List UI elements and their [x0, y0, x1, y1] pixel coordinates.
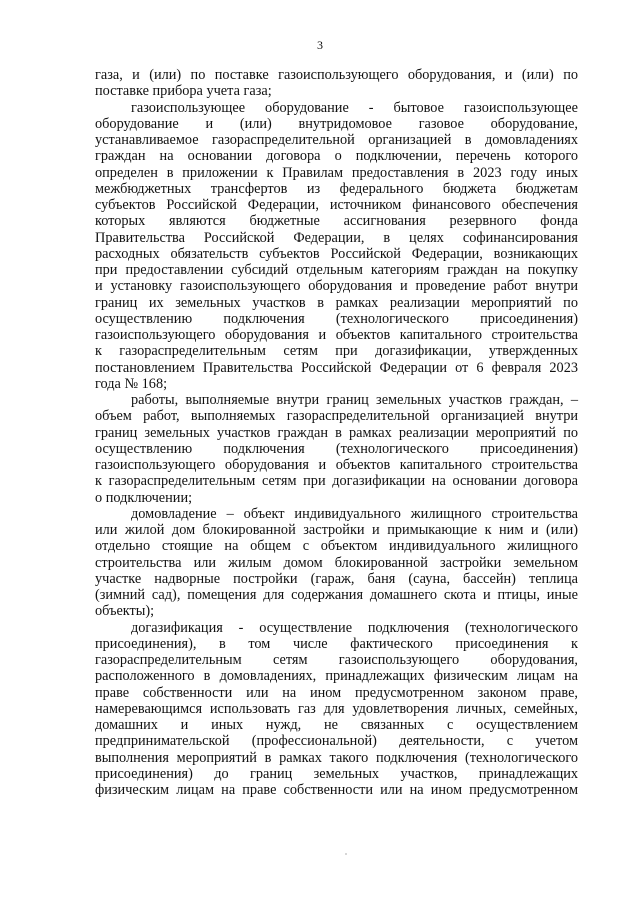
text-line: праве собственности или на ином предусмотренном законом праве,	[95, 684, 578, 701]
text-line: которых являются бюджетные ассигнования резервного фонда	[95, 213, 578, 230]
text-line: о подключении;	[95, 489, 193, 506]
text-line: к газораспределительным сетям при догазификации на основании договора	[95, 473, 578, 490]
text-line: и установку газоиспользующего оборудования и проведение работ внутри	[95, 278, 578, 295]
text-line: присоединения) до границ земельных участков, принадлежащих	[95, 765, 578, 782]
document-body	[95, 67, 578, 798]
text-line: предпринимательской (профессиональной) деятельности, с учетом	[95, 733, 578, 750]
text-line: газа, и (или) по поставке газоиспользующего оборудования, и (или) по	[95, 67, 578, 83]
text-line: намеревающимся использовать газ для удовлетворения личных, семейных,	[95, 700, 578, 717]
text-line: постановлением Правительства Российской Федерации от 6 февраля 2023	[95, 359, 578, 376]
text-line: к газораспределительным сетям при догазификации, утвержденных	[95, 343, 578, 360]
scan-mark	[345, 853, 347, 855]
text-line: устанавливаемое газораспределительной организацией в домовладениях	[95, 132, 578, 148]
text-line: граждан на основании договора о подключении, перечень которого	[95, 148, 578, 165]
text-line: работы, выполняемые внутри границ земельных участков граждан, –	[131, 392, 578, 408]
text-line: поставке прибора учета газа;	[95, 83, 272, 100]
text-line: отдельно стоящие на общем с объектом индивидуального жилищного	[95, 538, 578, 555]
text-line: осуществлению подключения (технологического присоединения)	[95, 440, 578, 457]
text-line: при предоставлении субсидий отдельным категориям граждан на покупку	[95, 262, 578, 278]
text-line: Правительства Российской Федерации, в целях софинансирования	[95, 229, 578, 246]
text-line: расходных обязательств субъектов Российской Федерации, возникающих	[95, 245, 578, 262]
text-line: строительства или жилым домом блокированной застройки земельном	[95, 554, 578, 571]
text-line: домашних и иных нужд, не связанных с осуществлением	[95, 717, 578, 733]
text-line: физическим лицам на праве собственности или на ином предусмотренном	[95, 782, 578, 798]
text-line: или жилой дом блокированной застройки и примыкающие к ним и (или)	[95, 522, 578, 538]
text-line: определен в приложении к Правилам предоставления в 2023 году иных	[95, 164, 578, 181]
text-line: осуществлению подключения (технологического присоединения)	[95, 310, 578, 327]
text-line: оборудование и (или) внутридомовое газовое оборудование,	[95, 115, 578, 132]
text-line: домовладение – объект индивидуального жилищного строительства	[131, 505, 578, 522]
text-line: субъектов Российской Федерации, источником финансового обеспечения	[95, 197, 578, 213]
text-line: объем работ, выполняемых газораспределительной организацией внутри	[95, 408, 578, 425]
text-line: газоиспользующего оборудования и объектов капитального строительства	[95, 457, 578, 473]
text-line: выполнения мероприятий в рамках такого подключения (технологического	[95, 749, 578, 766]
text-line: догазификация - осуществление подключения (технологического	[131, 619, 578, 636]
text-line: объекты);	[95, 603, 155, 620]
text-line: расположенного в домовладениях, принадлежащих физическим лицам на	[95, 668, 578, 685]
text-line: газоиспользующее оборудование - бытовое газоиспользующее	[131, 99, 578, 116]
text-line: газоиспользующего оборудования и объектов капитального строительства	[95, 327, 578, 343]
page-number: 3	[317, 38, 323, 52]
text-line: года № 168;	[95, 375, 168, 392]
text-line: межбюджетных трансфертов из федерального бюджета бюджетам	[95, 180, 578, 197]
text-line: присоединения), в том числе фактического присоединения к	[95, 635, 578, 652]
text-line: границ их земельных участков в рамках реализации мероприятий по	[95, 294, 578, 311]
text-line: участке надворные постройки (гараж, баня (сауна, бассейн) теплица	[95, 570, 578, 587]
text-line: (зимний сад), помещения для содержания домашнего скота и птицы, иные	[95, 587, 578, 603]
text-line: газораспределительным сетям газоиспользующего оборудования,	[95, 652, 578, 668]
text-line: границ земельных участков граждан в рамках реализации мероприятий по	[95, 424, 578, 441]
